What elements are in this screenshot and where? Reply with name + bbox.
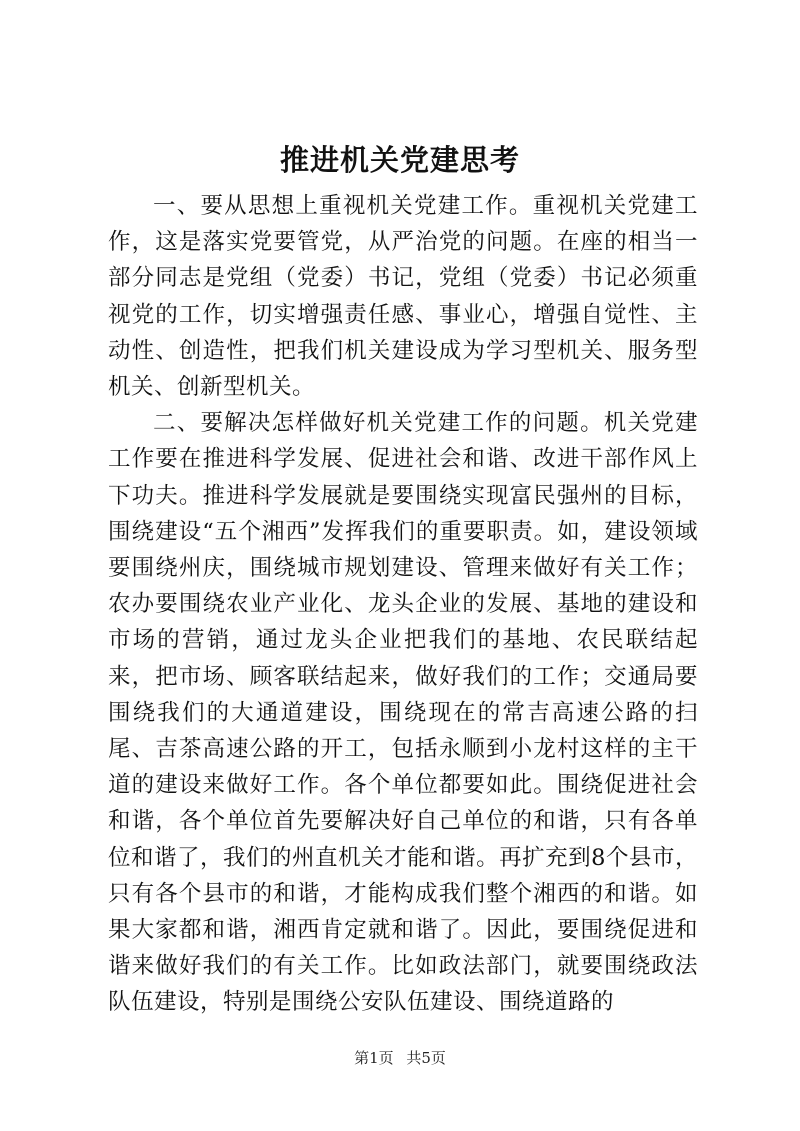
page-number: 第1页: [354, 1049, 394, 1067]
document-body: [108, 188, 698, 1021]
page-total: 共5页: [406, 1049, 446, 1067]
document-title: 推进机关党建思考: [279, 143, 520, 177]
paragraph-2: 二、要解决怎样做好机关党建工作的问题。机关党建工作要在推进科学发展、促进社会和谐、改进干部作风上下功夫。推进科学发展就是要围绕实现富民强州的目标，围绕建设“五个湘西”发挥我们的重要职责。如，建设领域要围绕州庆，围绕城市规划建设、管理来做好有关工作；农办要围绕农业产业化、龙头企业的发展、基地的建设和市场的营销，通过龙头企业把我们的基地、农民联结起来，把市场、顾客联结起来，做好我们的工作；交通局要围绕我们的大通道建设，围绕现在的常吉高速公路的扫尾、吉茶高速公路的开工，包括永顺到小龙村这样的主干道的建设来做好工作。各个单位都要如此。围绕促进社会和谐，各个单位首先要解决好自己单位的和谐，只有各单位和谐了，我们的州直机关才能和谐。再扩充到8个县市，只有各个县市的和谐，才能构成我们整个湘西的和谐。如果大家都和谐，湘西肯定就和谐了。因此，要围绕促进和谐来做好我们的有关工作。比如政法部门，就要围绕政法队伍建设，特别是围绕公安队伍建设、围绕道路的: [108, 410, 698, 1016]
paragraph-1: 一、要从思想上重视机关党建工作。重视机关党建工作，这是落实党要管党，从严治党的问题。在座的相当一部分同志是党组（党委）书记，党组（党委）书记必须重视党的工作，切实增强责任感、事业心，增强自觉性、主动性、创造性，把我们机关建设成为学习型机关、服务型机关、创新型机关。: [108, 193, 698, 401]
page-footer: [0, 1048, 800, 1068]
